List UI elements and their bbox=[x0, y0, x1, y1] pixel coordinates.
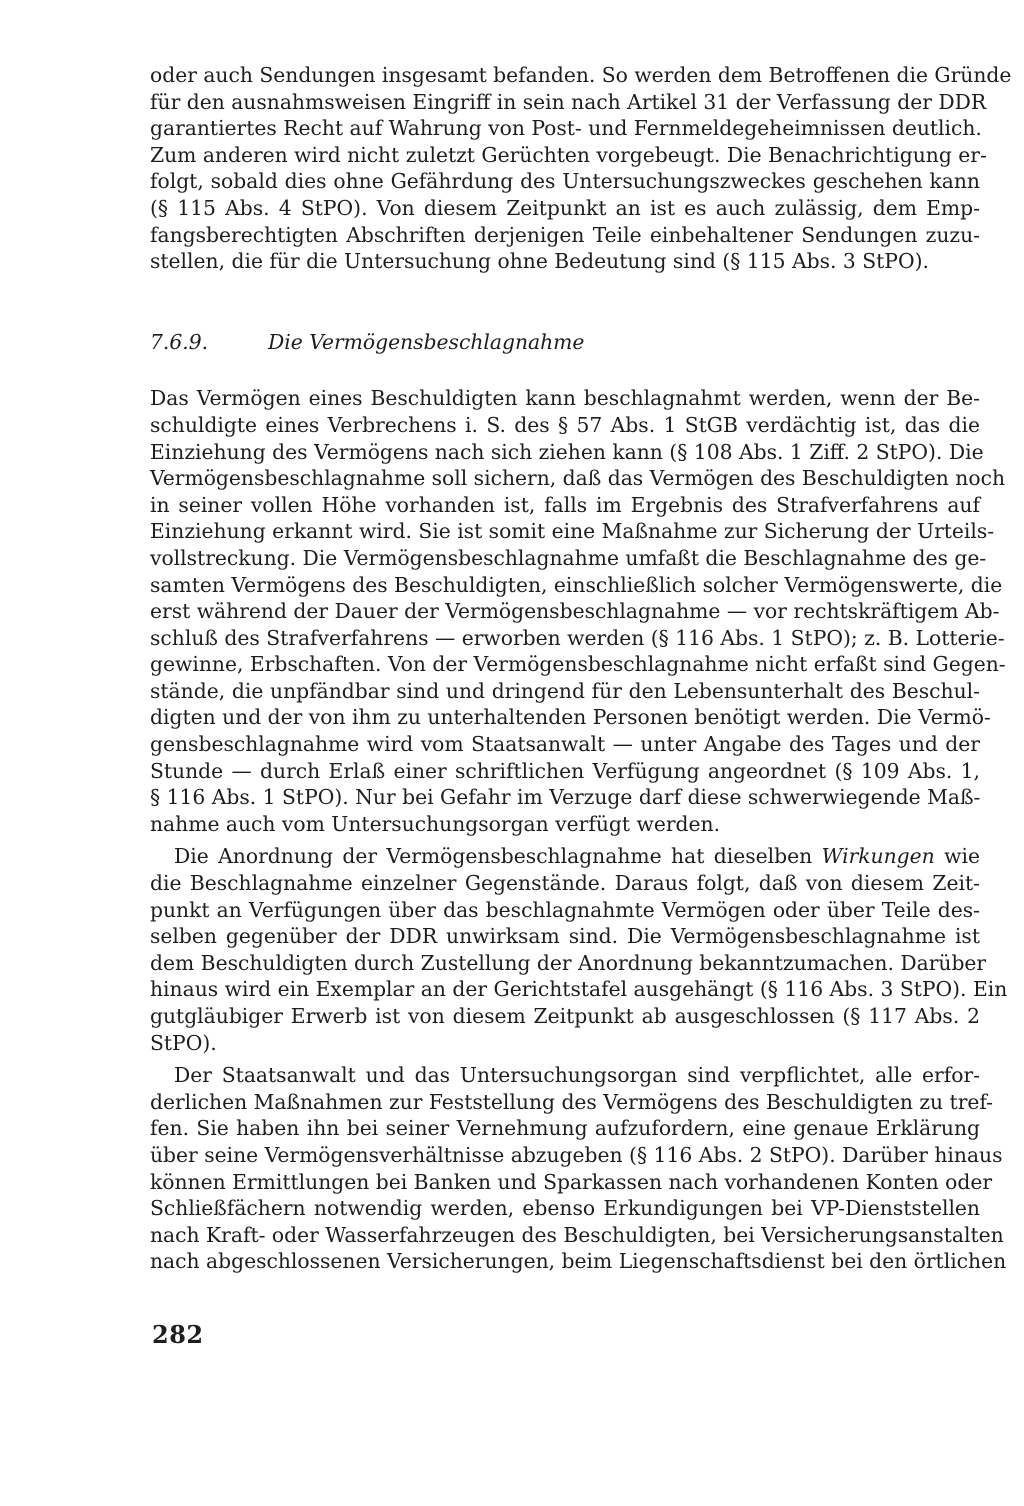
text-line: nach abgeschlossenen Versicherungen, beim Liegenschaftsdienst bei den örtlichen bbox=[150, 1249, 1007, 1274]
text-line: nahme auch vom Untersuchungsorgan verfügt werden. bbox=[150, 811, 721, 836]
text-line: stände, die unpfändbar sind und dringend für den Lebensunterhalt des Beschul- bbox=[150, 678, 980, 703]
paragraph-intro bbox=[150, 62, 1012, 275]
paragraph-2 bbox=[150, 843, 1008, 1056]
text-line: gutgläubiger Erwerb ist von diesem Zeitpunkt ab ausgeschlossen (§ 117 Abs. 2 bbox=[150, 1004, 980, 1028]
text-line: für den ausnahmsweisen Eingriff in sein nach Artikel 31 der Verfassung der DDR bbox=[150, 89, 987, 114]
text-line: oder auch Sendungen insgesamt befanden. So werden dem Betroffenen die Gründe bbox=[150, 63, 1012, 87]
section-number: 7.6.9. bbox=[150, 329, 209, 354]
text-line: Einziehung erkannt wird. Sie ist somit eine Maßnahme zur Sicherung der Urteils- bbox=[150, 519, 995, 544]
text-line: fangsberechtigten Abschriften derjenigen Teile einbehaltener Sendungen zuzu- bbox=[150, 222, 980, 247]
text-fragment: wie bbox=[934, 844, 980, 869]
page-number: 282 bbox=[152, 1320, 204, 1349]
text-line: Zum anderen wird nicht zuletzt Gerüchten vorgebeugt. Die Benachrichtigung er- bbox=[150, 142, 987, 167]
text-line: Schließfächern notwendig werden, ebenso Erkundigungen bei VP-Dienststellen bbox=[150, 1196, 980, 1221]
text-line: selben gegenüber der DDR unwirksam sind. Die Vermögensbeschlagnahme ist bbox=[150, 924, 980, 949]
text-line: stellen, die für die Untersuchung ohne Bedeutung sind (§ 115 Abs. 3 StPO). bbox=[150, 249, 929, 274]
text-line: gewinne, Erbschaften. Von der Vermögensbeschlagnahme nicht erfaßt sind Gegen- bbox=[150, 652, 1006, 677]
text-line: digten und der von ihm zu unterhaltenden Personen benötigt werden. Die Vermö- bbox=[150, 705, 991, 730]
text-fragment: Die Anordnung der Vermögensbeschlagnahme hat dieselben bbox=[174, 844, 822, 869]
text-line: fen. Sie haben ihn bei seiner Vernehmung aufzufordern, eine genaue Erklärung bbox=[150, 1116, 980, 1141]
text-line: samten Vermögens des Beschuldigten, einschließlich solcher Vermögenswerte, die bbox=[150, 572, 1003, 597]
text-line: (§ 115 Abs. 4 StPO). Von diesem Zeitpunkt an ist es auch zulässig, dem Emp- bbox=[150, 195, 980, 220]
text-line: punkt an Verfügungen über das beschlagnahmte Vermögen oder über Teile des- bbox=[150, 897, 980, 922]
section-heading bbox=[150, 329, 980, 356]
text-line: StPO). bbox=[150, 1030, 217, 1055]
text-line: derlichen Maßnahmen zur Feststellung des Vermögens des Beschuldigten zu tref- bbox=[150, 1089, 994, 1114]
text-line: gensbeschlagnahme wird vom Staatsanwalt — unter Angabe des Tages und der bbox=[150, 732, 980, 757]
section-title: Die Vermögensbeschlagnahme bbox=[268, 329, 585, 354]
text-line: Vermögensbeschlagnahme soll sichern, daß das Vermögen des Beschuldigten noch bbox=[150, 466, 1005, 491]
text-line bbox=[150, 843, 980, 870]
text-line: Der Staatsanwalt und das Untersuchungsorgan sind verpflichtet, alle erfor- bbox=[174, 1063, 980, 1088]
text-line: Das Vermögen eines Beschuldigten kann beschlagnahmt werden, wenn der Be- bbox=[150, 386, 980, 411]
text-line: können Ermittlungen bei Banken und Sparkassen nach vorhandenen Konten oder bbox=[150, 1169, 993, 1194]
text-line: hinaus wird ein Exemplar an der Gerichtstafel ausgehängt (§ 116 Abs. 3 StPO). Ein bbox=[150, 977, 1008, 1002]
paragraph-3 bbox=[150, 1062, 1007, 1275]
document-page bbox=[150, 62, 1012, 1275]
text-line: vollstreckung. Die Vermögensbeschlagnahme umfaßt die Beschlagnahme des ge- bbox=[150, 545, 987, 570]
text-line: Einziehung des Vermögens nach sich ziehen kann (§ 108 Abs. 1 Ziff. 2 StPO). Die bbox=[150, 439, 984, 464]
emphasized-term: Wirkungen bbox=[821, 844, 935, 869]
text-line: über seine Vermögensverhältnisse abzugeben (§ 116 Abs. 2 StPO). Darüber hinaus bbox=[150, 1142, 1003, 1167]
text-line: erst während der Dauer der Vermögensbeschlagnahme — vor rechtskräftigem Ab- bbox=[150, 599, 1000, 624]
text-line: dem Beschuldigten durch Zustellung der Anordnung bekanntzumachen. Darüber bbox=[150, 950, 987, 975]
text-line: garantiertes Recht auf Wahrung von Post- und Fernmeldegeheimnissen deutlich. bbox=[150, 116, 982, 141]
text-line: nach Kraft- oder Wasserfahrzeugen des Beschuldigten, bei Versicherungsanstalten bbox=[150, 1222, 1004, 1247]
paragraph-1 bbox=[150, 385, 1006, 837]
text-line: schluß des Strafverfahrens — erworben werden (§ 116 Abs. 1 StPO); z. B. Lotterie- bbox=[150, 625, 1005, 650]
text-line: schuldigte eines Verbrechens i. S. des § 57 Abs. 1 StGB verdächtig ist, das die bbox=[150, 412, 980, 437]
text-line: in seiner vollen Höhe vorhanden ist, falls im Ergebnis des Strafverfahrens auf bbox=[150, 492, 980, 517]
text-line: folgt, sobald dies ohne Gefährdung des Untersuchungszweckes geschehen kann bbox=[150, 169, 980, 194]
text-line: Stunde — durch Erlaß einer schriftlichen Verfügung angeordnet (§ 109 Abs. 1, bbox=[150, 758, 980, 783]
text-line: § 116 Abs. 1 StPO). Nur bei Gefahr im Verzuge darf diese schwerwiegende Maß- bbox=[150, 785, 981, 810]
text-line: die Beschlagnahme einzelner Gegenstände. Daraus folgt, daß von diesem Zeit- bbox=[150, 871, 980, 896]
